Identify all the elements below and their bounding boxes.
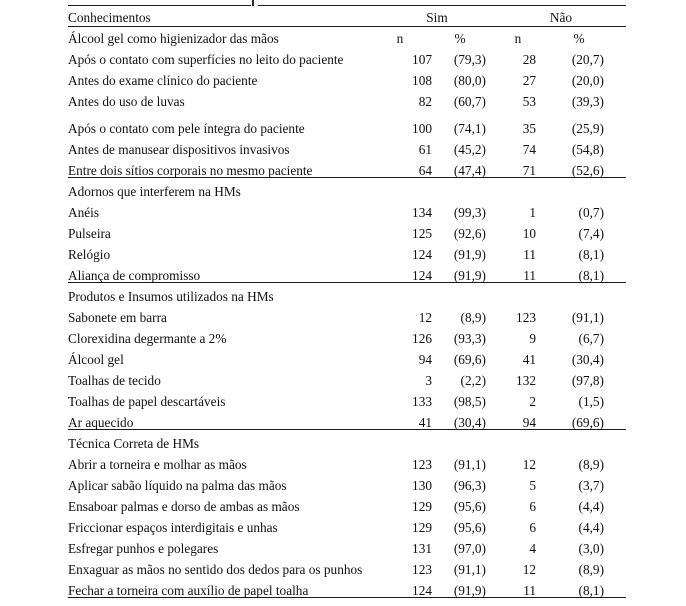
row-label: Enxaguar as mãos no sentido dos dedos para os punhos: [68, 562, 363, 577]
cell-no-pct: (3,7): [578, 478, 604, 493]
row-label: Após o contato com superfícies no leito do paciente: [68, 51, 344, 67]
cell-no-pct: (91,1): [571, 310, 604, 325]
column-header-knowledge: Conhecimentos: [68, 9, 151, 25]
table-row: [68, 198, 626, 219]
subheader-yes-n: n: [396, 30, 404, 46]
row-label: Após o contato com pele íntegra do paciente: [68, 121, 305, 136]
cell-yes-pct: (98,5): [453, 394, 486, 409]
subheader-no-pct: %: [573, 30, 585, 46]
section-title-row: [68, 429, 626, 450]
section-title: Produtos e Insumos utilizados na HMs: [68, 289, 274, 304]
cell-no-pct: (8,9): [578, 457, 604, 472]
cell-yes-pct: (8,9): [460, 310, 486, 325]
cell-yes-pct: (47,4): [432, 156, 496, 177]
cell-yes-pct: (45,2): [453, 142, 486, 157]
cell-no-n: 123: [516, 310, 536, 325]
row-label: Aplicar sabão líquido na palma das mãos: [68, 478, 287, 493]
table-row: [68, 555, 626, 576]
row-label: Antes do uso de luvas: [68, 93, 185, 109]
row-label: Relógio: [68, 247, 111, 262]
row-label: Aliança de compromisso: [68, 261, 378, 282]
cell-yes-n: 61: [418, 142, 432, 157]
cell-yes-n: 129: [412, 499, 432, 514]
row-label: Toalhas de papel descartáveis: [68, 394, 226, 409]
cell-yes-pct: (96,3): [453, 478, 486, 493]
cell-no-n: 35: [522, 121, 536, 136]
column-group-no: Não: [549, 9, 573, 25]
row-label: Ensaboar palmas e dorso de ambas as mãos: [68, 499, 300, 514]
row-label: Ar aquecido: [68, 408, 378, 429]
cell-no-n: 9: [529, 331, 536, 346]
cell-no-n: 94: [496, 408, 550, 429]
column-group-yes: Sim: [426, 9, 448, 25]
table-row: [68, 345, 626, 366]
table-row: [68, 324, 626, 345]
cell-no-pct: (97,8): [571, 373, 604, 388]
cell-no-n: 12: [522, 562, 536, 577]
cell-no-n: 1: [529, 205, 536, 220]
row-label: Antes do exame clínico do paciente: [68, 72, 258, 88]
cell-no-pct: (8,9): [578, 562, 604, 577]
table-row: [68, 513, 626, 534]
cell-no-n: 71: [496, 156, 550, 177]
row-label: Anéis: [68, 205, 100, 220]
cell-yes-pct: (93,3): [453, 331, 486, 346]
cell-no-n: 74: [522, 142, 536, 157]
cell-yes-n: 124: [412, 247, 432, 262]
cell-yes-pct: (2,2): [460, 373, 486, 388]
cell-no-pct: (20,0): [571, 72, 604, 88]
cell-no-pct: (7,4): [578, 226, 604, 241]
statistics-table-wrapper: [68, 4, 626, 598]
cell-yes-n: 94: [418, 352, 432, 367]
cell-yes-pct: (91,9): [432, 261, 496, 282]
table-row: [68, 408, 626, 429]
cell-yes-pct: (91,1): [453, 457, 486, 472]
row-label: Esfregar punhos e polegares: [68, 541, 219, 556]
row-label: Friccionar espaços interdigitais e unhas: [68, 520, 278, 535]
cell-no-n: 5: [529, 478, 536, 493]
cell-yes-pct: (30,4): [432, 408, 496, 429]
cell-yes-n: 124: [378, 261, 432, 282]
row-label: Entre dois sítios corporais no mesmo paciente: [68, 156, 378, 177]
section-title-row: [68, 24, 626, 45]
cell-no-pct: (4,4): [578, 520, 604, 535]
cell-yes-pct: (99,3): [453, 205, 486, 220]
cell-yes-pct: (91,9): [453, 247, 486, 262]
cell-no-n: 41: [522, 352, 536, 367]
cell-no-n: 53: [522, 93, 536, 109]
row-label: Álcool gel: [68, 352, 124, 367]
cell-yes-pct: (95,6): [453, 499, 486, 514]
section-title-row: [68, 177, 626, 198]
cell-no-pct: (1,5): [578, 394, 604, 409]
table-row: [68, 450, 626, 471]
cell-yes-n: 125: [412, 226, 432, 241]
cell-no-pct: (8,1): [550, 576, 626, 597]
row-label: Fechar a torneira com auxílio de papel toalha: [68, 576, 378, 597]
table-row: [68, 66, 626, 87]
row-label: Toalhas de tecido: [68, 373, 161, 388]
table-row: [68, 492, 626, 513]
cell-no-n: 10: [522, 226, 536, 241]
cell-no-n: 11: [523, 247, 536, 262]
row-label: Sabonete em barra: [68, 310, 167, 325]
cell-no-pct: (52,6): [550, 156, 626, 177]
cell-no-n: 28: [522, 51, 536, 67]
cell-yes-n: 134: [412, 205, 432, 220]
table-row: [68, 303, 626, 324]
cell-yes-n: 133: [412, 394, 432, 409]
cell-yes-n: 124: [378, 576, 432, 597]
table-row: [68, 156, 626, 177]
cell-no-pct: (8,1): [550, 261, 626, 282]
cell-no-n: 132: [516, 373, 536, 388]
row-label: Pulseira: [68, 226, 111, 241]
cell-yes-pct: (95,6): [453, 520, 486, 535]
cell-yes-pct: (69,6): [453, 352, 486, 367]
cell-no-n: 2: [529, 394, 536, 409]
table-row: [68, 471, 626, 492]
cell-no-pct: (8,1): [578, 247, 604, 262]
cell-no-n: 6: [529, 520, 536, 535]
cell-yes-pct: (74,1): [453, 121, 486, 136]
cell-no-pct: (30,4): [571, 352, 604, 367]
cell-no-n: 11: [496, 261, 550, 282]
table-row: [68, 240, 626, 261]
table-header-row-groups: [68, 4, 626, 24]
cell-yes-n: 131: [412, 541, 432, 556]
cell-no-pct: (3,0): [578, 541, 604, 556]
cell-no-pct: (25,9): [571, 121, 604, 136]
row-label: Abrir a torneira e molhar as mãos: [68, 457, 247, 472]
table-row: [68, 135, 626, 156]
cell-no-n: 11: [496, 576, 550, 597]
cell-yes-pct: (80,0): [453, 72, 486, 88]
cell-yes-pct: (97,0): [453, 541, 486, 556]
cell-no-n: 12: [522, 457, 536, 472]
subheader-no-n: n: [514, 30, 522, 46]
cell-yes-n: 100: [412, 121, 432, 136]
section-title: Técnica Correta de HMs: [68, 436, 200, 451]
statistics-table: [68, 4, 626, 598]
table-row: [68, 576, 626, 597]
cell-yes-pct: (91,9): [432, 576, 496, 597]
cell-yes-n: 82: [418, 93, 432, 109]
cell-no-n: 6: [529, 499, 536, 514]
cell-no-pct: (6,7): [578, 331, 604, 346]
cell-no-pct: (0,7): [578, 205, 604, 220]
cell-yes-pct: (79,3): [453, 51, 486, 67]
section-title: Adornos que interferem na HMs: [68, 184, 241, 199]
table-row: [68, 87, 626, 108]
cell-yes-n: 126: [412, 331, 432, 346]
cell-yes-n: 107: [412, 51, 432, 67]
cell-no-pct: (54,8): [571, 142, 604, 157]
cell-no-pct: (4,4): [578, 499, 604, 514]
table-row: [68, 387, 626, 408]
cell-no-pct: (39,3): [571, 93, 604, 109]
cell-no-pct: (69,6): [550, 408, 626, 429]
cell-yes-pct: (91,1): [453, 562, 486, 577]
table-row: [68, 534, 626, 555]
table-row: [68, 108, 626, 135]
cell-no-pct: (20,7): [571, 51, 604, 67]
cell-yes-n: 123: [412, 457, 432, 472]
table-row: [68, 366, 626, 387]
cell-yes-n: 108: [412, 72, 432, 88]
cell-yes-pct: (60,7): [453, 93, 486, 109]
table-body: [68, 4, 626, 597]
cell-no-n: 4: [529, 541, 536, 556]
cell-yes-n: 3: [425, 373, 432, 388]
table-row: [68, 45, 626, 66]
cell-yes-n: 123: [412, 562, 432, 577]
table-row: [68, 261, 626, 282]
section-title: Álcool gel como higienizador das mãos: [68, 30, 279, 46]
cell-no-n: 27: [522, 72, 536, 88]
cell-yes-n: 64: [378, 156, 432, 177]
cell-yes-n: 129: [412, 520, 432, 535]
cell-yes-n: 130: [412, 478, 432, 493]
cell-yes-n: 12: [418, 310, 432, 325]
cell-yes-pct: (92,6): [453, 226, 486, 241]
table-row: [68, 219, 626, 240]
subheader-yes-pct: %: [454, 30, 466, 46]
row-label: Antes de manusear dispositivos invasivos: [68, 142, 290, 157]
cell-yes-n: 41: [378, 408, 432, 429]
section-title-row: [68, 282, 626, 303]
row-label: Clorexidina degermante a 2%: [68, 331, 227, 346]
